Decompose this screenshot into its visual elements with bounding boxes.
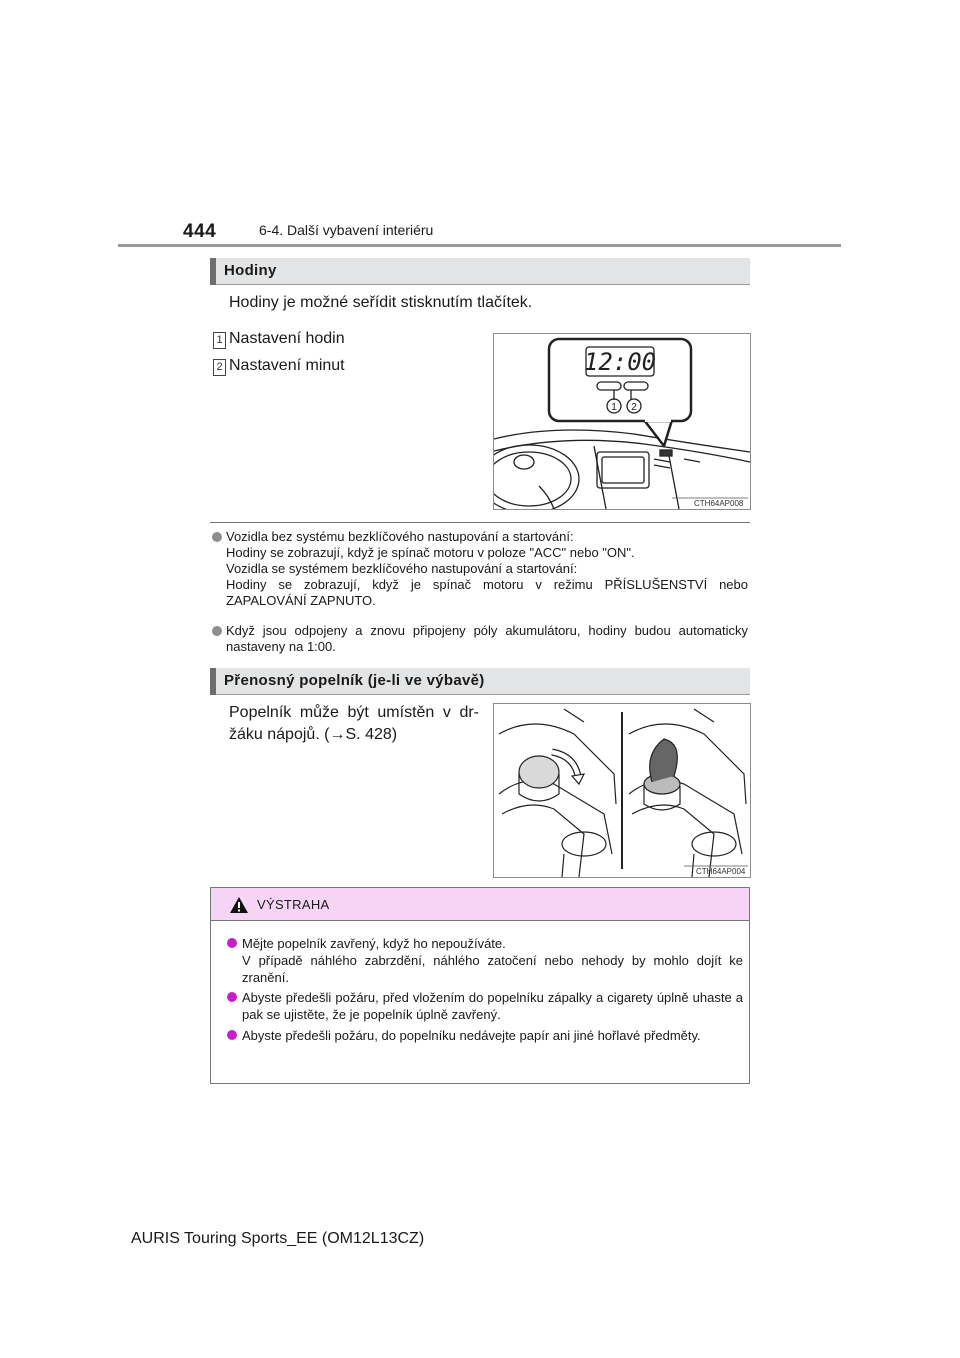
warning-item	[227, 1027, 743, 1044]
item-label-minute: Nastavení minut	[229, 357, 345, 374]
ashtray-text-line2: žáku nápojů. (→S. 428)	[229, 726, 398, 743]
figure-code-clock: CTH64AP008	[694, 499, 744, 508]
note-text-2: Když jsou odpojeny a znovu připojeny póly akumulátoru, hodiny budou automaticky nastaveny na 1:00.	[226, 623, 748, 654]
clock-illustration	[494, 334, 750, 509]
note-item	[212, 623, 748, 655]
bullet-icon	[212, 626, 222, 636]
bullet-icon	[227, 1030, 237, 1040]
ashtray-heading-label: Přenosný popelník (je-li ve výbavě)	[224, 672, 485, 689]
note-item	[212, 529, 748, 609]
clock-display-time: 12:00	[583, 348, 657, 376]
warning-label: VÝSTRAHA	[257, 897, 330, 912]
footer-model: AURIS Touring Sports_EE (OM12L13CZ)	[131, 1230, 425, 1247]
item-label-hour: Nastavení hodin	[229, 330, 345, 347]
warning-text-1: Mějte popelník zavřený, když ho nepoužíváte. V případě náhlého zabrzdění, náhlého zatočení nebo nehody by mohlo dojít ke zranění.	[242, 936, 743, 985]
figure-code-ashtray: CTH64AP004	[696, 867, 746, 876]
warning-text-3: Abyste předešli požáru, do popelníku nedávejte papír ani jiné hořlavé předměty.	[242, 1028, 701, 1043]
clock-figure	[493, 333, 751, 510]
warning-text-2: Abyste předešli požáru, před vložením do popelníku zápalky a cigarety úplně uhaste a pak se ujistěte, že je popelník úplně zavřený.	[242, 990, 743, 1022]
ashtray-text-line1: Popelník může být umístěn v dr-	[229, 704, 479, 721]
note-text-1: Vozidla bez systému bezklíčového nastupování a startování: Hodiny se zobrazují, když je spínač motoru v poloze "ACC" nebo "ON". Vozidla se systémem bezklíčového nastupování a startování: Hodiny se zobrazují, když je spínač motoru v režimu PŘÍSLUŠENSTVÍ nebo ZAPALOVÁNÍ ZAPNUTO.	[226, 529, 748, 608]
ashtray-illustration	[494, 704, 750, 877]
warning-item	[227, 989, 743, 1023]
warning-triangle-icon	[229, 896, 249, 914]
bullet-icon	[227, 992, 237, 1002]
heading-bar	[210, 668, 216, 695]
section-title: 6-4. Další vybavení interiéru	[259, 222, 434, 238]
clock-heading	[210, 258, 750, 285]
notes-divider	[210, 522, 750, 523]
heading-bar	[210, 258, 216, 285]
callout-1: 1	[611, 402, 617, 413]
page-number: 444	[183, 221, 217, 242]
clock-heading-label: Hodiny	[224, 262, 277, 279]
item-number-2: 2	[213, 359, 226, 376]
bullet-icon	[227, 938, 237, 948]
bullet-icon	[212, 532, 222, 542]
header-rule	[118, 244, 841, 247]
warning-header	[211, 888, 749, 921]
callout-2: 2	[631, 402, 637, 413]
item-number-1: 1	[213, 332, 226, 349]
ashtray-figure	[493, 703, 751, 878]
ashtray-heading	[210, 668, 750, 695]
warning-box	[210, 887, 750, 1084]
clock-intro: Hodiny je možné seřídit stisknutím tlačítek.	[229, 294, 533, 311]
warning-item	[227, 935, 743, 986]
